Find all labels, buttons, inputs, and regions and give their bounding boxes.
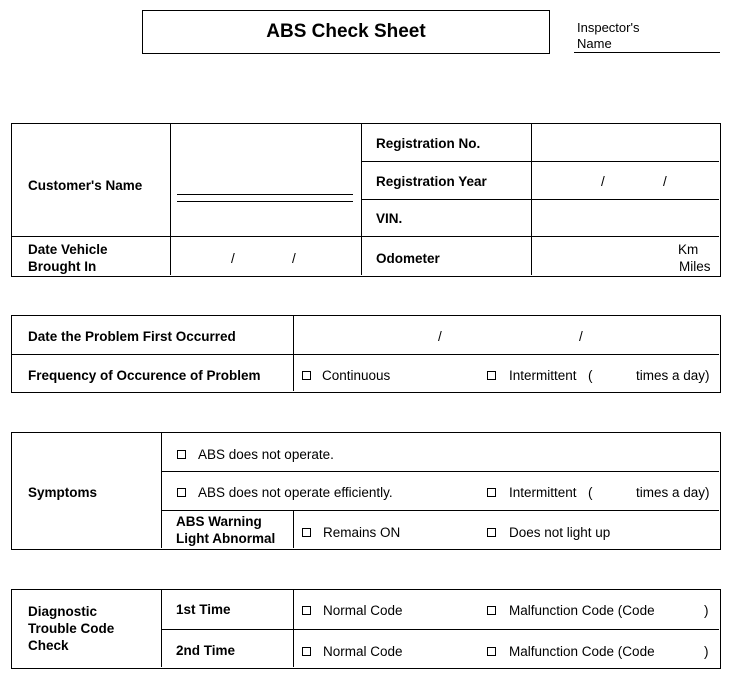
- inspector-label-line2: Name: [577, 36, 612, 51]
- odometer-miles-label: Miles: [679, 259, 711, 274]
- first-occurred-slash-2: /: [579, 329, 583, 344]
- reg-year-slash-1: /: [601, 174, 605, 189]
- intermittent-label: Intermittent: [509, 368, 577, 383]
- vehicle-info-table: [11, 123, 721, 277]
- symptoms-table: [11, 432, 721, 550]
- continuous-label: Continuous: [322, 368, 391, 383]
- symptom-times-a-day-label: times a day): [636, 485, 710, 500]
- second-normal-label: Normal Code: [323, 644, 403, 659]
- date-brought-in-label: [28, 241, 108, 275]
- odometer-km-label: Km: [678, 242, 699, 257]
- first-occurred-label: Date the Problem First Occurred: [28, 329, 236, 344]
- symptom-intermittent-checkbox[interactable]: [487, 488, 496, 497]
- form-title: ABS Check Sheet: [142, 10, 550, 54]
- warning-light-label: [176, 513, 275, 547]
- second-malfunction-checkbox[interactable]: [487, 647, 496, 656]
- inspector-label-line1: Inspector's: [577, 20, 640, 35]
- second-malfunction-label: Malfunction Code (Code: [509, 644, 655, 659]
- inspector-name-label: [577, 20, 639, 52]
- remains-on-checkbox[interactable]: [302, 528, 311, 537]
- symptom-open-paren: (: [588, 485, 593, 500]
- vin-label: VIN.: [376, 211, 403, 226]
- vin-field[interactable]: [533, 201, 719, 235]
- inspector-name-field[interactable]: [574, 52, 720, 53]
- dtc-label: [28, 603, 114, 654]
- first-malfunction-label: Malfunction Code (Code: [509, 603, 655, 618]
- date-brought-line2: Brought In: [28, 259, 97, 274]
- first-malfunction-checkbox[interactable]: [487, 606, 496, 615]
- first-close-paren: ): [704, 603, 709, 618]
- first-normal-label: Normal Code: [323, 603, 403, 618]
- continuous-checkbox[interactable]: [302, 371, 311, 380]
- does-not-light-label: Does not light up: [509, 525, 611, 540]
- times-a-day-label: times a day): [636, 368, 710, 383]
- symptom-intermittent-label: Intermittent: [509, 485, 577, 500]
- date-brought-slash-2: /: [292, 251, 296, 266]
- not-operate-checkbox[interactable]: [177, 450, 186, 459]
- remains-on-label: Remains ON: [323, 525, 401, 540]
- dtc-table: [11, 589, 721, 669]
- reg-year-slash-2: /: [663, 174, 667, 189]
- second-time-label: 2nd Time: [176, 643, 236, 658]
- dtc-label-line3: Check: [28, 638, 69, 653]
- intermittent-checkbox[interactable]: [487, 371, 496, 380]
- not-efficient-label: ABS does not operate efficiently.: [198, 485, 393, 500]
- customer-name-field[interactable]: [177, 194, 353, 202]
- registration-no-field[interactable]: [533, 125, 719, 159]
- dtc-label-line1: Diagnostic: [28, 604, 98, 619]
- warning-label-line1: ABS Warning: [176, 514, 262, 529]
- first-time-label: 1st Time: [176, 602, 231, 617]
- not-efficient-checkbox[interactable]: [177, 488, 186, 497]
- frequency-label: Frequency of Occurence of Problem: [28, 368, 261, 383]
- open-paren: (: [588, 368, 593, 383]
- first-normal-checkbox[interactable]: [302, 606, 311, 615]
- second-close-paren: ): [704, 644, 709, 659]
- dtc-label-line2: Trouble Code: [28, 621, 115, 636]
- date-brought-line1: Date Vehicle: [28, 242, 108, 257]
- warning-label-line2: Light Abnormal: [176, 531, 276, 546]
- not-operate-label: ABS does not operate.: [198, 447, 334, 462]
- problem-occurrence-table: [11, 315, 721, 393]
- first-occurred-slash-1: /: [438, 329, 442, 344]
- customer-name-label: Customer's Name: [28, 178, 143, 193]
- symptoms-label: Symptoms: [28, 485, 98, 500]
- does-not-light-checkbox[interactable]: [487, 528, 496, 537]
- registration-year-label: Registration Year: [376, 174, 487, 189]
- date-brought-slash-1: /: [231, 251, 235, 266]
- second-normal-checkbox[interactable]: [302, 647, 311, 656]
- odometer-label: Odometer: [376, 251, 440, 266]
- registration-no-label: Registration No.: [376, 136, 481, 151]
